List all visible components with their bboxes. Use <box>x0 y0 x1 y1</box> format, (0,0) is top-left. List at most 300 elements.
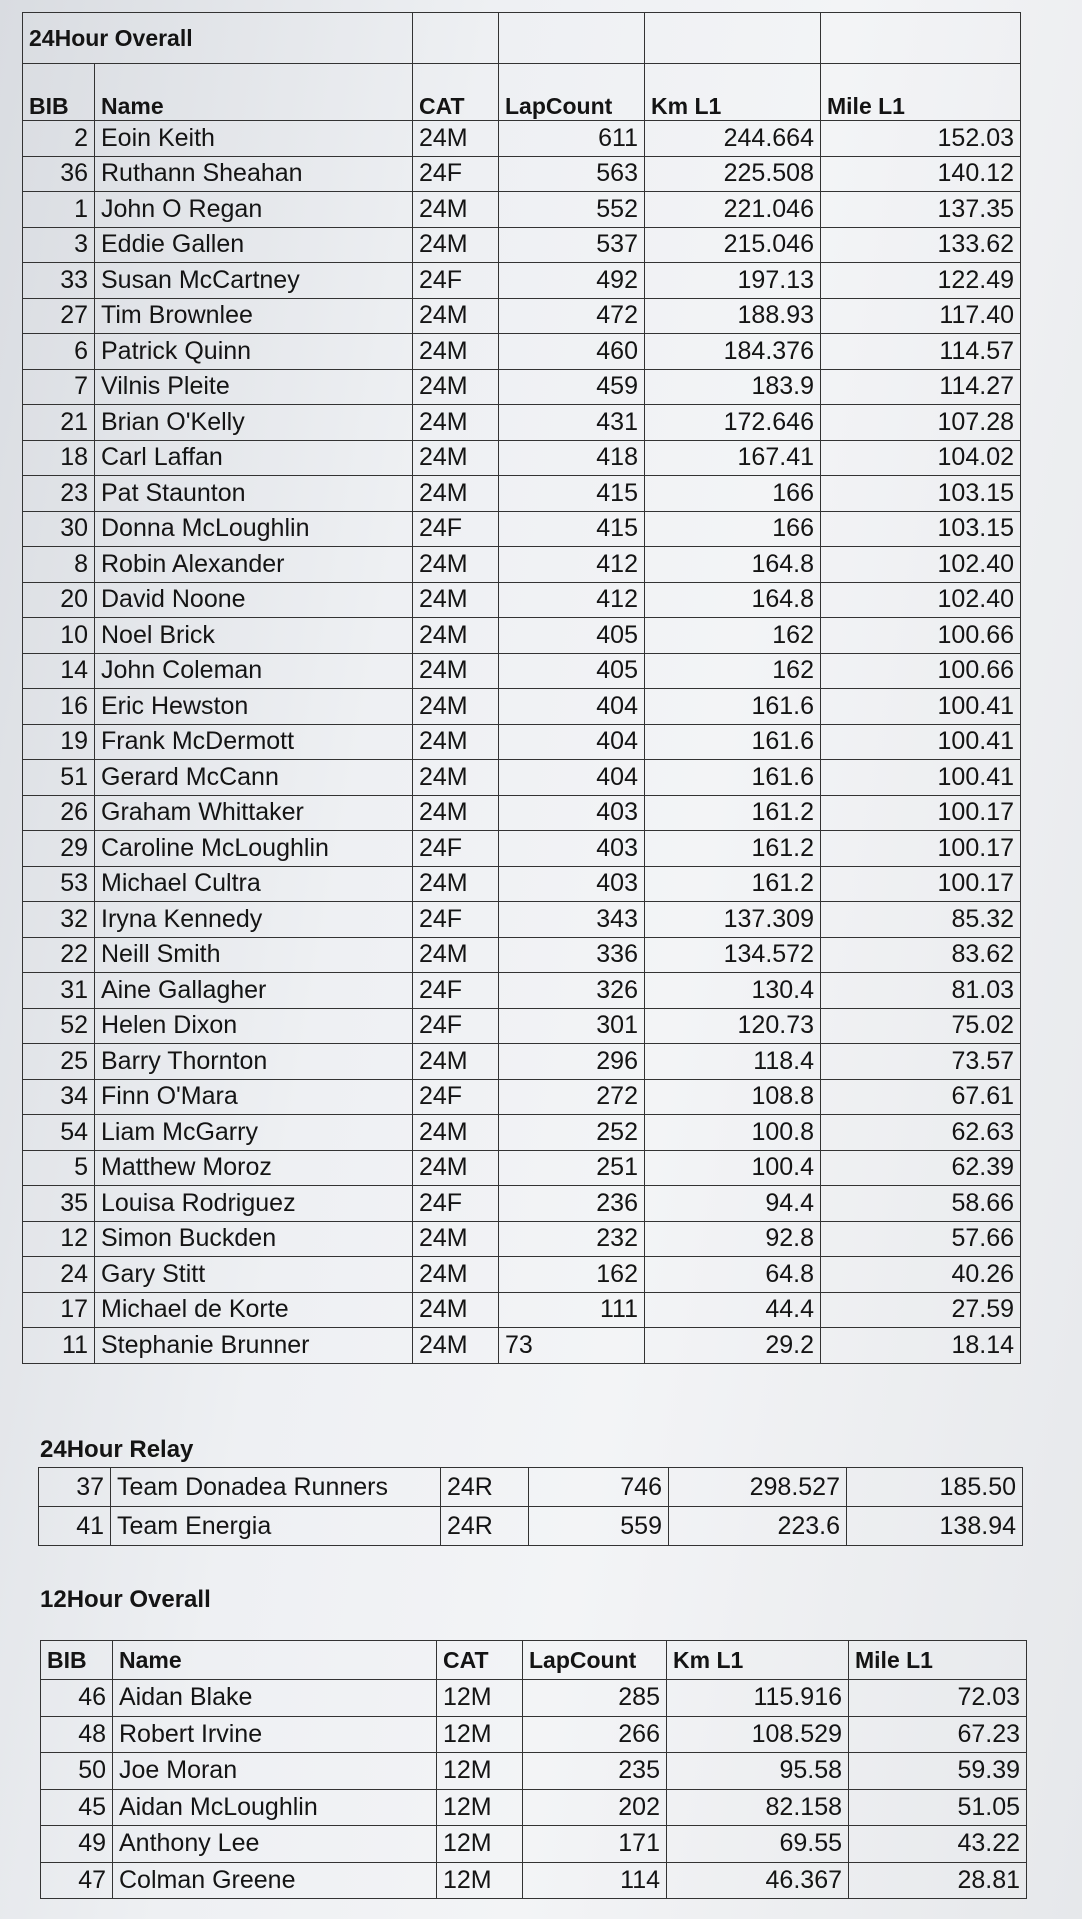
cell-km: 172.646 <box>645 405 821 441</box>
cell-name: Simon Buckden <box>95 1221 413 1257</box>
cell-lapcount: 563 <box>499 156 645 192</box>
cell-mile: 100.66 <box>821 618 1021 654</box>
table-row <box>23 1150 1021 1186</box>
table-row <box>23 1115 1021 1151</box>
cell-km: 223.6 <box>669 1507 847 1546</box>
cell-cat: 24M <box>413 1221 499 1257</box>
cell-lapcount: 73 <box>499 1328 645 1364</box>
cell-cat: 24R <box>441 1468 529 1507</box>
header-name: Name <box>95 64 413 121</box>
cell-name: Caroline McLoughlin <box>95 831 413 867</box>
cell-km: 94.4 <box>645 1186 821 1222</box>
cell-cat: 24M <box>413 192 499 228</box>
cell-km: 115.916 <box>667 1680 849 1717</box>
cell-name: Michael Cultra <box>95 866 413 902</box>
table-24hour-relay <box>38 1467 1023 1546</box>
cell-mile: 18.14 <box>821 1328 1021 1364</box>
cell-km: 162 <box>645 618 821 654</box>
cell-km: 130.4 <box>645 973 821 1009</box>
cell-cat: 24M <box>413 1115 499 1151</box>
cell-mile: 100.41 <box>821 689 1021 725</box>
cell-km: 82.158 <box>667 1789 849 1826</box>
cell-mile: 67.23 <box>849 1716 1027 1753</box>
cell-km: 161.2 <box>645 831 821 867</box>
cell-bib: 36 <box>23 156 95 192</box>
cell-name: Anthony Lee <box>113 1826 437 1863</box>
cell-bib: 20 <box>23 582 95 618</box>
cell-cat: 24M <box>413 547 499 583</box>
cell-name: David Noone <box>95 582 413 618</box>
cell-mile: 102.40 <box>821 582 1021 618</box>
cell-bib: 29 <box>23 831 95 867</box>
cell-bib: 18 <box>23 440 95 476</box>
cell-bib: 50 <box>41 1753 113 1790</box>
table-row <box>23 369 1021 405</box>
table-row <box>23 334 1021 370</box>
cell-lapcount: 460 <box>499 334 645 370</box>
cell-mile: 81.03 <box>821 973 1021 1009</box>
header-lapcount: LapCount <box>523 1641 667 1680</box>
cell-name: Louisa Rodriguez <box>95 1186 413 1222</box>
cell-name: Robin Alexander <box>95 547 413 583</box>
table-24hour-overall <box>22 12 1021 1364</box>
cell-name: Frank McDermott <box>95 724 413 760</box>
cell-lapcount: 403 <box>499 831 645 867</box>
cell-cat: 12M <box>437 1680 523 1717</box>
cell-name: Ruthann Sheahan <box>95 156 413 192</box>
cell-bib: 30 <box>23 511 95 547</box>
table-row <box>23 1292 1021 1328</box>
table-row <box>41 1716 1027 1753</box>
header-cat: CAT <box>437 1641 523 1680</box>
cell-mile: 28.81 <box>849 1862 1027 1899</box>
cell-lapcount: 111 <box>499 1292 645 1328</box>
cell-bib: 12 <box>23 1221 95 1257</box>
cell-mile: 51.05 <box>849 1789 1027 1826</box>
header-lapcount: LapCount <box>499 64 645 121</box>
cell-bib: 26 <box>23 795 95 831</box>
cell-lapcount: 405 <box>499 653 645 689</box>
cell-mile: 75.02 <box>821 1008 1021 1044</box>
cell-km: 161.2 <box>645 866 821 902</box>
section-title-24hour-overall: 24Hour Overall <box>23 13 95 64</box>
cell-km: 44.4 <box>645 1292 821 1328</box>
cell-name: Michael de Korte <box>95 1292 413 1328</box>
header-bib: BIB <box>41 1641 113 1680</box>
cell-bib: 6 <box>23 334 95 370</box>
cell-name: Aidan Blake <box>113 1680 437 1717</box>
cell-cat: 24M <box>413 227 499 263</box>
cell-km: 118.4 <box>645 1044 821 1080</box>
cell-bib: 37 <box>39 1468 111 1507</box>
cell-bib: 31 <box>23 973 95 1009</box>
table-row <box>23 724 1021 760</box>
cell-mile: 137.35 <box>821 192 1021 228</box>
cell-cat: 24M <box>413 653 499 689</box>
cell-name: Finn O'Mara <box>95 1079 413 1115</box>
cell-mile: 27.59 <box>821 1292 1021 1328</box>
cell-mile: 85.32 <box>821 902 1021 938</box>
cell-mile: 100.17 <box>821 795 1021 831</box>
cell-km: 166 <box>645 476 821 512</box>
cell-lapcount: 537 <box>499 227 645 263</box>
cell-cat: 12M <box>437 1753 523 1790</box>
cell-name: Donna McLoughlin <box>95 511 413 547</box>
table-row <box>41 1753 1027 1790</box>
cell-name: Eddie Gallen <box>95 227 413 263</box>
cell-lapcount: 431 <box>499 405 645 441</box>
cell-name: Team Donadea Runners <box>111 1468 441 1507</box>
cell-lapcount: 492 <box>499 263 645 299</box>
table-row <box>23 263 1021 299</box>
cell-bib: 45 <box>41 1789 113 1826</box>
cell-km: 46.367 <box>667 1862 849 1899</box>
table-row <box>23 973 1021 1009</box>
table-row <box>23 121 1021 157</box>
cell-km: 161.6 <box>645 689 821 725</box>
cell-cat: 24F <box>413 511 499 547</box>
table-row <box>23 476 1021 512</box>
cell-lapcount: 412 <box>499 582 645 618</box>
cell-mile: 58.66 <box>821 1186 1021 1222</box>
header-mile: Mile L1 <box>849 1641 1027 1680</box>
cell-km: 188.93 <box>645 298 821 334</box>
cell-km: 164.8 <box>645 582 821 618</box>
cell-name: Aidan McLoughlin <box>113 1789 437 1826</box>
table-row <box>23 156 1021 192</box>
cell-bib: 11 <box>23 1328 95 1364</box>
cell-bib: 16 <box>23 689 95 725</box>
cell-mile: 83.62 <box>821 937 1021 973</box>
cell-mile: 114.57 <box>821 334 1021 370</box>
cell-cat: 24F <box>413 156 499 192</box>
cell-name: Gerard McCann <box>95 760 413 796</box>
cell-mile: 100.17 <box>821 866 1021 902</box>
cell-km: 95.58 <box>667 1753 849 1790</box>
cell-lapcount: 202 <box>523 1789 667 1826</box>
cell-name: Eric Hewston <box>95 689 413 725</box>
table-row <box>23 866 1021 902</box>
cell-name: Noel Brick <box>95 618 413 654</box>
cell-bib: 34 <box>23 1079 95 1115</box>
table-row <box>41 1680 1027 1717</box>
cell-name: Iryna Kennedy <box>95 902 413 938</box>
cell-km: 161.2 <box>645 795 821 831</box>
cell-name: John Coleman <box>95 653 413 689</box>
cell-name: Tim Brownlee <box>95 298 413 334</box>
cell-bib: 25 <box>23 1044 95 1080</box>
table-row <box>39 1468 1023 1507</box>
cell-cat: 24F <box>413 973 499 1009</box>
cell-cat: 12M <box>437 1789 523 1826</box>
cell-mile: 100.41 <box>821 760 1021 796</box>
cell-mile: 62.39 <box>821 1150 1021 1186</box>
table-row <box>23 760 1021 796</box>
cell-cat: 24M <box>413 618 499 654</box>
cell-lapcount: 162 <box>499 1257 645 1293</box>
cell-km: 161.6 <box>645 724 821 760</box>
header-mile: Mile L1 <box>821 64 1021 121</box>
cell-lapcount: 235 <box>523 1753 667 1790</box>
header-km: Km L1 <box>645 64 821 121</box>
cell-bib: 49 <box>41 1826 113 1863</box>
cell-lapcount: 336 <box>499 937 645 973</box>
cell-km: 100.4 <box>645 1150 821 1186</box>
cell-lapcount: 403 <box>499 866 645 902</box>
cell-km: 221.046 <box>645 192 821 228</box>
cell-lapcount: 171 <box>523 1826 667 1863</box>
table-row <box>23 937 1021 973</box>
cell-cat: 24F <box>413 902 499 938</box>
table-row <box>23 582 1021 618</box>
cell-mile: 100.66 <box>821 653 1021 689</box>
cell-bib: 8 <box>23 547 95 583</box>
cell-lapcount: 559 <box>529 1507 669 1546</box>
cell-mile: 40.26 <box>821 1257 1021 1293</box>
cell-lapcount: 459 <box>499 369 645 405</box>
cell-name: Team Energia <box>111 1507 441 1546</box>
table-row <box>23 547 1021 583</box>
table-row <box>23 511 1021 547</box>
cell-mile: 73.57 <box>821 1044 1021 1080</box>
cell-mile: 62.63 <box>821 1115 1021 1151</box>
cell-mile: 107.28 <box>821 405 1021 441</box>
cell-lapcount: 343 <box>499 902 645 938</box>
cell-bib: 47 <box>41 1862 113 1899</box>
cell-lapcount: 552 <box>499 192 645 228</box>
cell-km: 166 <box>645 511 821 547</box>
cell-km: 69.55 <box>667 1826 849 1863</box>
cell-bib: 3 <box>23 227 95 263</box>
cell-name: Pat Staunton <box>95 476 413 512</box>
cell-name: Aine Gallagher <box>95 973 413 1009</box>
cell-mile: 152.03 <box>821 121 1021 157</box>
cell-lapcount: 472 <box>499 298 645 334</box>
cell-lapcount: 272 <box>499 1079 645 1115</box>
cell-bib: 24 <box>23 1257 95 1293</box>
cell-km: 225.508 <box>645 156 821 192</box>
cell-cat: 24M <box>413 476 499 512</box>
table-row <box>23 1079 1021 1115</box>
cell-cat: 24F <box>413 1186 499 1222</box>
cell-bib: 51 <box>23 760 95 796</box>
cell-lapcount: 403 <box>499 795 645 831</box>
cell-cat: 24M <box>413 795 499 831</box>
cell-mile: 140.12 <box>821 156 1021 192</box>
cell-km: 108.529 <box>667 1716 849 1753</box>
cell-cat: 24M <box>413 369 499 405</box>
cell-name: Helen Dixon <box>95 1008 413 1044</box>
cell-name: Matthew Moroz <box>95 1150 413 1186</box>
table-row <box>23 405 1021 441</box>
cell-name: Gary Stitt <box>95 1257 413 1293</box>
cell-cat: 24M <box>413 689 499 725</box>
cell-name: Stephanie Brunner <box>95 1328 413 1364</box>
table-row <box>23 440 1021 476</box>
cell-bib: 48 <box>41 1716 113 1753</box>
cell-cat: 24M <box>413 1328 499 1364</box>
cell-lapcount: 404 <box>499 689 645 725</box>
table-row <box>23 689 1021 725</box>
cell-bib: 5 <box>23 1150 95 1186</box>
cell-cat: 24M <box>413 121 499 157</box>
table-row <box>23 298 1021 334</box>
table-row <box>23 1008 1021 1044</box>
cell-mile: 103.15 <box>821 511 1021 547</box>
cell-bib: 46 <box>41 1680 113 1717</box>
cell-name: Barry Thornton <box>95 1044 413 1080</box>
cell-cat: 24F <box>413 831 499 867</box>
cell-name: Patrick Quinn <box>95 334 413 370</box>
cell-bib: 53 <box>23 866 95 902</box>
cell-lapcount: 746 <box>529 1468 669 1507</box>
cell-name: Neill Smith <box>95 937 413 973</box>
cell-bib: 41 <box>39 1507 111 1546</box>
cell-bib: 10 <box>23 618 95 654</box>
cell-bib: 19 <box>23 724 95 760</box>
cell-cat: 24F <box>413 1008 499 1044</box>
cell-lapcount: 236 <box>499 1186 645 1222</box>
cell-km: 162 <box>645 653 821 689</box>
cell-cat: 24M <box>413 440 499 476</box>
cell-mile: 138.94 <box>847 1507 1023 1546</box>
cell-cat: 24M <box>413 298 499 334</box>
cell-km: 29.2 <box>645 1328 821 1364</box>
cell-bib: 27 <box>23 298 95 334</box>
cell-mile: 133.62 <box>821 227 1021 263</box>
cell-lapcount: 266 <box>523 1716 667 1753</box>
cell-km: 134.572 <box>645 937 821 973</box>
table-row <box>23 1257 1021 1293</box>
cell-bib: 21 <box>23 405 95 441</box>
cell-lapcount: 326 <box>499 973 645 1009</box>
cell-mile: 122.49 <box>821 263 1021 299</box>
cell-mile: 67.61 <box>821 1079 1021 1115</box>
cell-bib: 7 <box>23 369 95 405</box>
cell-km: 137.309 <box>645 902 821 938</box>
table-row <box>41 1789 1027 1826</box>
cell-lapcount: 251 <box>499 1150 645 1186</box>
cell-cat: 12M <box>437 1826 523 1863</box>
cell-cat: 24M <box>413 760 499 796</box>
cell-name: Brian O'Kelly <box>95 405 413 441</box>
cell-name: Liam McGarry <box>95 1115 413 1151</box>
cell-lapcount: 301 <box>499 1008 645 1044</box>
table-row <box>23 1221 1021 1257</box>
cell-cat: 24M <box>413 405 499 441</box>
header-bib: BIB <box>23 64 95 121</box>
table-12hour-overall <box>40 1640 1027 1899</box>
cell-bib: 1 <box>23 192 95 228</box>
cell-cat: 24M <box>413 1292 499 1328</box>
cell-lapcount: 405 <box>499 618 645 654</box>
cell-lapcount: 252 <box>499 1115 645 1151</box>
cell-bib: 14 <box>23 653 95 689</box>
cell-km: 92.8 <box>645 1221 821 1257</box>
cell-bib: 52 <box>23 1008 95 1044</box>
cell-mile: 117.40 <box>821 298 1021 334</box>
cell-bib: 32 <box>23 902 95 938</box>
cell-name: Joe Moran <box>113 1753 437 1790</box>
cell-bib: 35 <box>23 1186 95 1222</box>
cell-mile: 102.40 <box>821 547 1021 583</box>
cell-name: Graham Whittaker <box>95 795 413 831</box>
cell-lapcount: 418 <box>499 440 645 476</box>
cell-cat: 24M <box>413 866 499 902</box>
table-row <box>23 831 1021 867</box>
table-row <box>23 1186 1021 1222</box>
cell-km: 100.8 <box>645 1115 821 1151</box>
cell-cat: 24R <box>441 1507 529 1546</box>
cell-lapcount: 415 <box>499 476 645 512</box>
cell-mile: 100.17 <box>821 831 1021 867</box>
section-title-12hour-overall: 12Hour Overall <box>40 1586 211 1613</box>
cell-km: 167.41 <box>645 440 821 476</box>
header-km: Km L1 <box>667 1641 849 1680</box>
section-title-24hour-relay: 24Hour Relay <box>40 1436 194 1463</box>
cell-cat: 24M <box>413 1150 499 1186</box>
cell-lapcount: 232 <box>499 1221 645 1257</box>
cell-bib: 2 <box>23 121 95 157</box>
cell-mile: 185.50 <box>847 1468 1023 1507</box>
cell-lapcount: 412 <box>499 547 645 583</box>
cell-cat: 24M <box>413 334 499 370</box>
cell-name: Eoin Keith <box>95 121 413 157</box>
cell-name: Colman Greene <box>113 1862 437 1899</box>
table-row <box>41 1826 1027 1863</box>
cell-cat: 24M <box>413 1044 499 1080</box>
cell-mile: 114.27 <box>821 369 1021 405</box>
cell-mile: 59.39 <box>849 1753 1027 1790</box>
cell-km: 298.527 <box>669 1468 847 1507</box>
cell-cat: 12M <box>437 1716 523 1753</box>
cell-cat: 24F <box>413 1079 499 1115</box>
cell-km: 183.9 <box>645 369 821 405</box>
cell-mile: 104.02 <box>821 440 1021 476</box>
cell-bib: 22 <box>23 937 95 973</box>
cell-cat: 24M <box>413 582 499 618</box>
cell-bib: 17 <box>23 1292 95 1328</box>
cell-mile: 100.41 <box>821 724 1021 760</box>
cell-km: 161.6 <box>645 760 821 796</box>
cell-bib: 33 <box>23 263 95 299</box>
cell-name: Robert Irvine <box>113 1716 437 1753</box>
cell-name: John O Regan <box>95 192 413 228</box>
cell-cat: 24M <box>413 724 499 760</box>
table-row <box>41 1862 1027 1899</box>
cell-lapcount: 404 <box>499 760 645 796</box>
cell-km: 108.8 <box>645 1079 821 1115</box>
table-row <box>39 1507 1023 1546</box>
cell-km: 184.376 <box>645 334 821 370</box>
cell-mile: 43.22 <box>849 1826 1027 1863</box>
table-row <box>23 795 1021 831</box>
cell-cat: 12M <box>437 1862 523 1899</box>
table-row <box>23 227 1021 263</box>
table-row <box>23 1328 1021 1364</box>
cell-km: 215.046 <box>645 227 821 263</box>
cell-cat: 24M <box>413 937 499 973</box>
table-row <box>23 1044 1021 1080</box>
table-row <box>23 653 1021 689</box>
cell-lapcount: 296 <box>499 1044 645 1080</box>
cell-km: 244.664 <box>645 121 821 157</box>
cell-lapcount: 415 <box>499 511 645 547</box>
header-name: Name <box>113 1641 437 1680</box>
cell-lapcount: 611 <box>499 121 645 157</box>
cell-cat: 24M <box>413 1257 499 1293</box>
cell-name: Carl Laffan <box>95 440 413 476</box>
